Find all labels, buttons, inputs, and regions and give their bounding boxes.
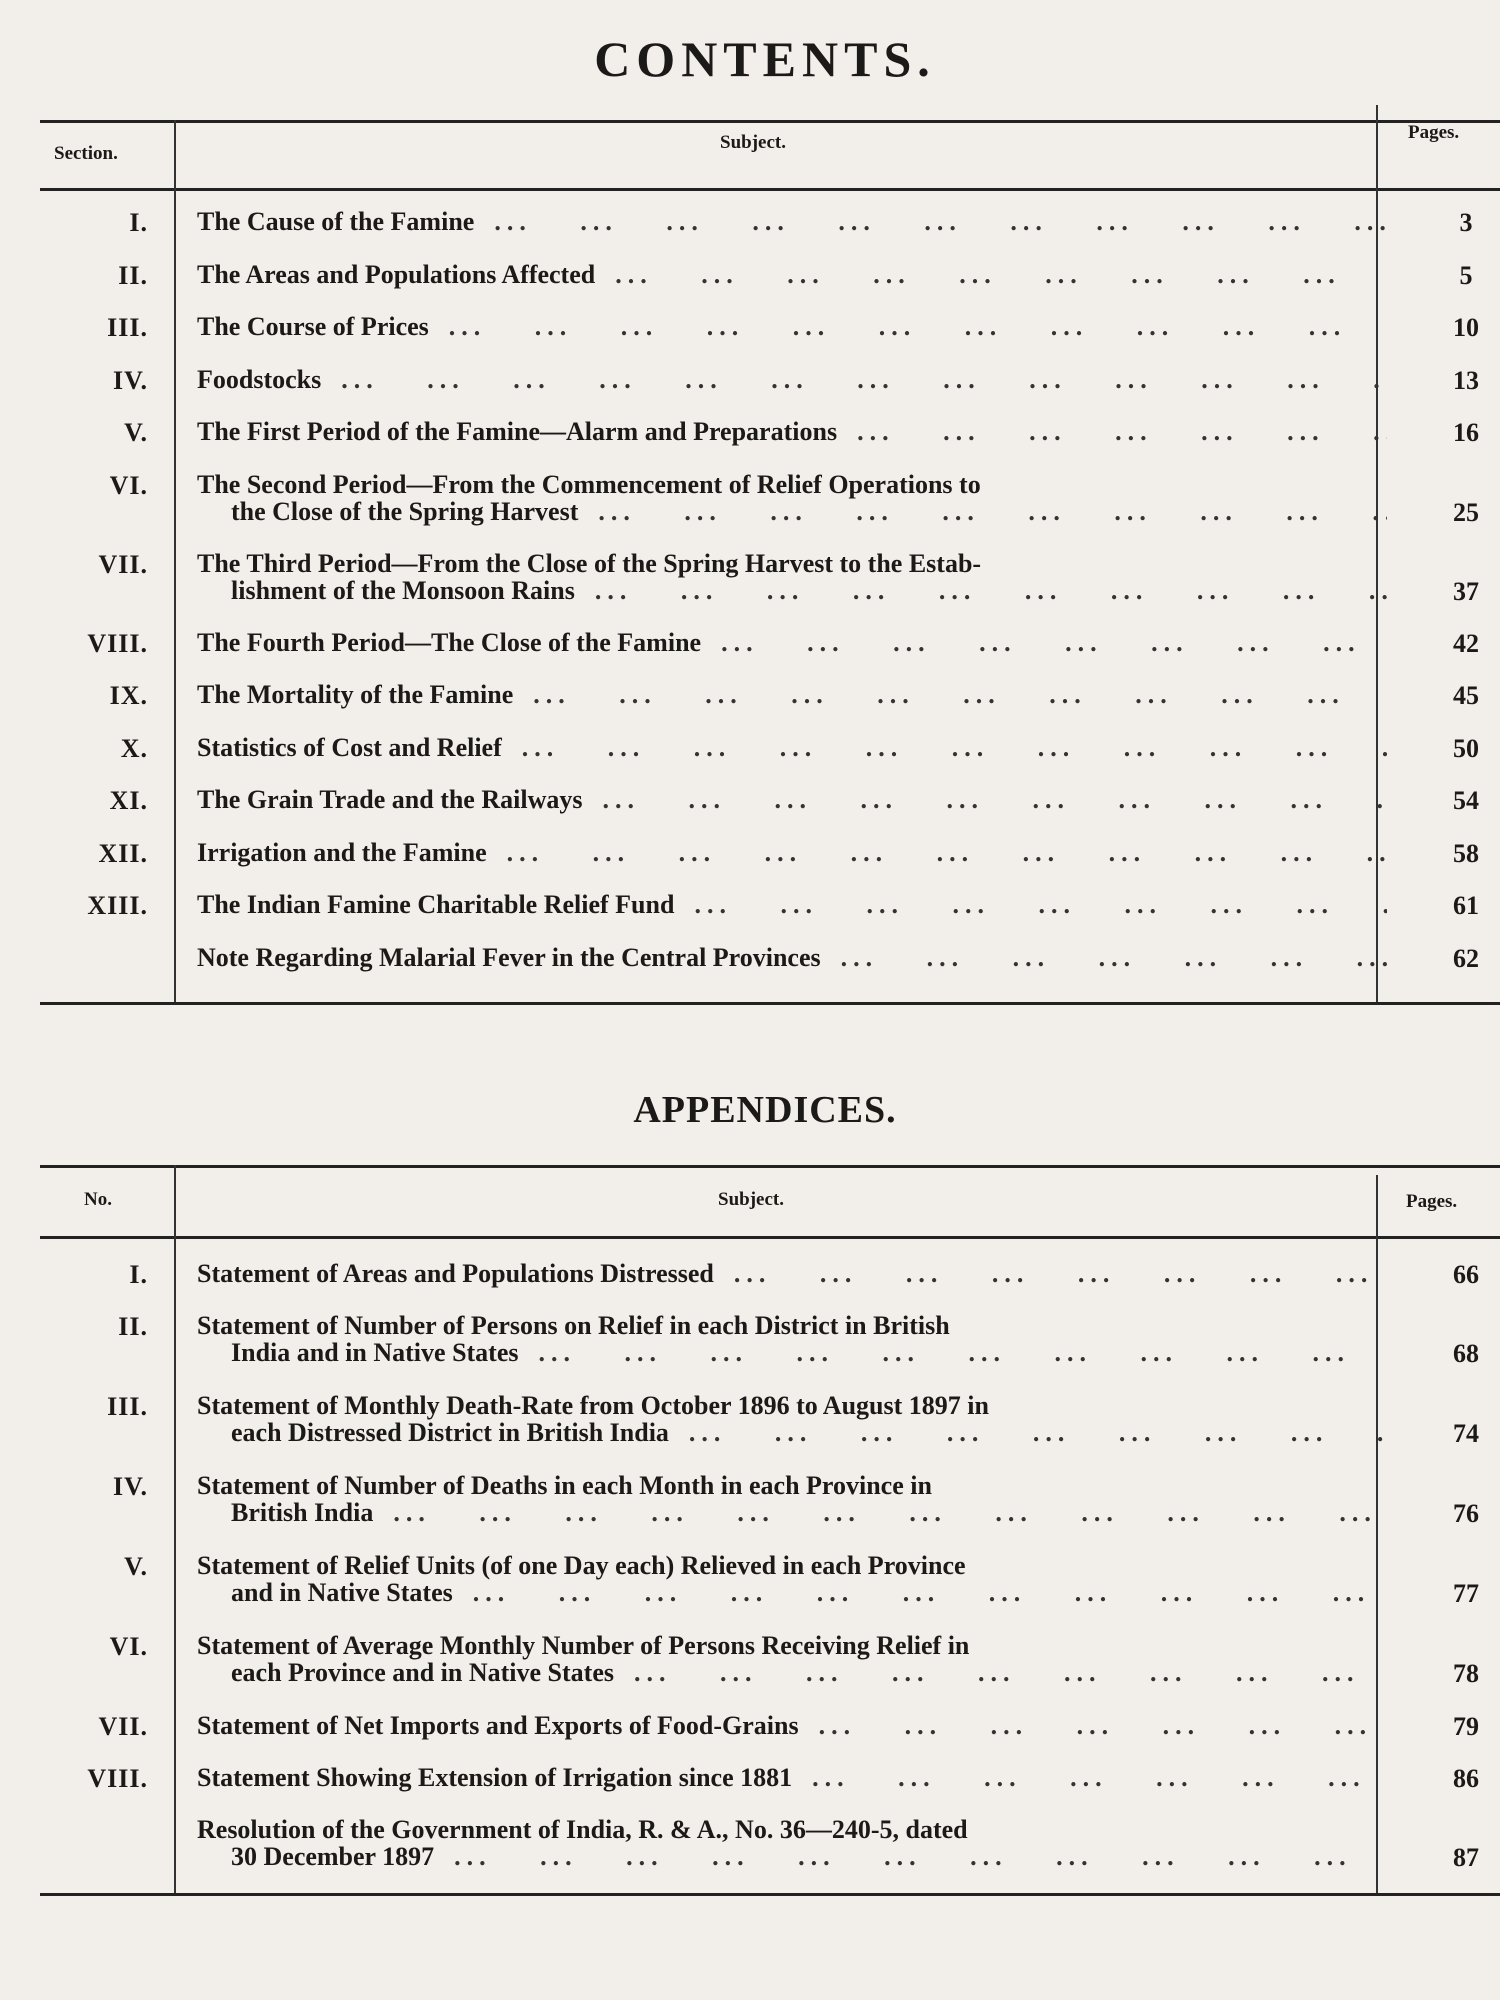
contents-row-subject-text: The First Period of the Famine—Alarm and Preparations — [197, 417, 838, 446]
contents-row-subject-text: the Close of the Spring Harvest — [231, 496, 579, 526]
contents-row-subject-text: The Indian Famine Charitable Relief Fund — [197, 890, 675, 919]
contents-row-number: III. — [107, 313, 148, 342]
appendix-row-number: VI. — [109, 1632, 148, 1661]
appendix-row-subject-line — [197, 1339, 1387, 1366]
contents-row-page: 5 — [1459, 260, 1473, 290]
appendix-row-subject-line — [197, 1579, 1387, 1606]
contents-bottom-rule — [40, 1002, 1500, 1005]
appendix-row-subject-text: and in Native States — [231, 1578, 453, 1607]
appendix-row-subject-text: India and in Native States — [231, 1338, 519, 1367]
contents-row-page: 37 — [1453, 576, 1479, 606]
appendix-row-subject-line: Statement of Number of Deaths in each Month in each Province in — [197, 1471, 932, 1500]
appendix-row-subject-line — [197, 1260, 1387, 1287]
contents-row-subject-line — [197, 261, 1387, 288]
contents-row-subject-line — [197, 498, 1387, 525]
appendix-row-leader-dots — [614, 1659, 1387, 1686]
appendix-row-subject-text: each Province and in Native States — [231, 1658, 614, 1687]
contents-row-leader-dots — [575, 577, 1387, 604]
appendix-row-subject-line: Statement of Number of Persons on Relief in each District in British — [197, 1311, 950, 1340]
contents-row-leader-dots — [582, 786, 1387, 813]
appendix-row-subject-text: each Distressed District in British India — [231, 1418, 669, 1447]
contents-row-page: 45 — [1453, 681, 1479, 710]
appendix-row-number: II. — [118, 1312, 148, 1341]
contents-row-subject-text: The Fourth Period—The Close of the Famine — [197, 627, 702, 657]
contents-row-subject-line — [197, 681, 1387, 708]
appendix-row-subject-text: Statement of Areas and Populations Distressed — [197, 1259, 714, 1288]
appendix-row-leader-dots — [792, 1764, 1387, 1791]
contents-row-subject — [197, 261, 1387, 288]
appendix-row-subject — [197, 1312, 1387, 1366]
contents-row-subject-line — [197, 944, 1387, 971]
contents-row-number: I. — [129, 208, 148, 237]
appendices-top-rule — [40, 1165, 1500, 1168]
contents-row-number: XI. — [109, 786, 148, 815]
contents-row-subject-line — [197, 418, 1387, 445]
contents-row-subject — [197, 366, 1387, 393]
contents-row-subject-line — [197, 313, 1387, 340]
appendix-row-subject-line: Statement of Relief Units (of one Day each) Relieved in each Province — [197, 1551, 966, 1580]
appendix-row-subject — [197, 1552, 1387, 1606]
contents-row-number: VI. — [109, 470, 148, 500]
contents-row-subject-line — [197, 839, 1387, 866]
contents-row-subject-line: The Third Period—From the Close of the Spring Harvest to the Estab- — [197, 548, 982, 578]
contents-title: CONTENTS. — [594, 31, 936, 87]
contents-row-leader-dots — [513, 681, 1387, 708]
contents-row-number: XII. — [98, 838, 148, 868]
appendices-bottom-rule — [40, 1893, 1500, 1896]
appendix-row-subject-line — [197, 1764, 1387, 1791]
appendix-row-number: IV. — [112, 1472, 148, 1501]
contents-header-pages: Pages. — [1408, 122, 1460, 143]
contents-table — [40, 100, 1500, 1005]
contents-row-subject-line — [197, 734, 1387, 761]
contents-row-subject — [197, 471, 1387, 525]
contents-row-number: IX. — [109, 681, 148, 710]
contents-row-leader-dots — [837, 418, 1387, 445]
contents-row-leader-dots — [487, 839, 1387, 866]
appendix-row-subject-line — [197, 1843, 1387, 1870]
contents-row-number: II. — [118, 260, 148, 290]
contents-row-subject-text: The Areas and Populations Affected — [197, 259, 596, 289]
contents-row-number: VIII. — [87, 628, 148, 658]
contents-row-subject — [197, 786, 1387, 813]
appendix-row-page: 87 — [1453, 1843, 1479, 1872]
contents-row-leader-dots — [701, 629, 1387, 656]
contents-row-page: 61 — [1453, 891, 1479, 920]
contents-header-subject: Subject. — [720, 132, 786, 153]
contents-row-leader-dots — [578, 498, 1387, 525]
appendix-row-subject-line — [197, 1419, 1387, 1446]
contents-row-page: 13 — [1453, 365, 1479, 395]
appendix-row-subject — [197, 1764, 1387, 1791]
appendix-row-page: 79 — [1453, 1712, 1479, 1741]
contents-row-number: V. — [124, 418, 148, 447]
contents-row-page: 50 — [1453, 733, 1479, 763]
appendix-row-page: 74 — [1453, 1419, 1479, 1448]
contents-row-page: 25 — [1453, 497, 1479, 527]
appendices-table — [40, 1165, 1500, 1900]
appendix-row-subject-line: Resolution of the Government of India, R. & A., No. 36—240-5, dated — [197, 1815, 968, 1844]
contents-row-subject — [197, 313, 1387, 340]
contents-row-page: 3 — [1459, 208, 1473, 237]
appendix-row-leader-dots — [434, 1843, 1387, 1870]
appendix-row-number: VIII. — [87, 1764, 148, 1793]
appendix-row-leader-dots — [714, 1260, 1387, 1287]
contents-row-subject-text: Foodstocks — [197, 364, 322, 394]
appendix-row-subject-text: Statement Showing Extension of Irrigation since 1881 — [197, 1763, 793, 1792]
contents-row-page: 54 — [1453, 786, 1479, 815]
appendix-row-number: VII. — [98, 1712, 148, 1741]
contents-row-page: 62 — [1453, 943, 1479, 973]
contents-row-subject-text: The Course of Prices — [197, 312, 429, 341]
contents-row-subject-line — [197, 208, 1387, 235]
appendix-row-page: 76 — [1453, 1499, 1479, 1528]
contents-row-number: X. — [120, 733, 148, 763]
appendices-header-pages: Pages. — [1406, 1191, 1458, 1212]
appendix-row-leader-dots — [519, 1339, 1388, 1366]
contents-row-subject-text: lishment of the Monsoon Rains — [231, 575, 575, 605]
appendix-row-subject — [197, 1392, 1387, 1446]
appendix-row-page: 77 — [1453, 1579, 1479, 1608]
appendix-row-subject — [197, 1260, 1387, 1287]
contents-row-subject — [197, 208, 1387, 235]
appendix-row-number: III. — [107, 1392, 148, 1421]
appendix-row-subject-line — [197, 1712, 1387, 1739]
contents-row-subject-text: Statistics of Cost and Relief — [197, 732, 502, 762]
appendices-header-no: No. — [84, 1189, 112, 1210]
contents-row-page: 58 — [1453, 838, 1479, 868]
contents-row-subject — [197, 681, 1387, 708]
appendices-title: APPENDICES. — [633, 1089, 897, 1131]
appendix-row-leader-dots — [453, 1579, 1387, 1606]
contents-row-page: 10 — [1453, 313, 1479, 342]
contents-row-subject-line — [197, 366, 1387, 393]
appendix-row-subject-text: 30 December 1897 — [231, 1842, 435, 1871]
appendix-row-subject-line: Statement of Average Monthly Number of Persons Receiving Relief in — [197, 1631, 970, 1660]
appendix-row-subject — [197, 1816, 1387, 1870]
contents-row-leader-dots — [502, 734, 1387, 761]
contents-row-subject-line: The Second Period—From the Commencement of Relief Operations to — [197, 469, 981, 499]
appendix-row-subject-text: British India — [231, 1498, 374, 1527]
contents-row-subject-line — [197, 577, 1387, 604]
contents-row-leader-dots — [321, 366, 1387, 393]
contents-row-number: VII. — [98, 549, 148, 579]
contents-row-subject — [197, 839, 1387, 866]
contents-header-section: Section. — [54, 143, 118, 164]
contents-row-leader-dots — [429, 313, 1387, 340]
appendix-row-number: V. — [124, 1552, 148, 1581]
appendix-row-subject-line: Statement of Monthly Death-Rate from October 1896 to August 1897 in — [197, 1391, 989, 1420]
contents-row-subject-text: Note Regarding Malarial Fever in the Central Provinces — [197, 942, 821, 972]
appendix-row-subject-line — [197, 1499, 1387, 1526]
contents-row-subject-text: The Cause of the Famine — [197, 207, 475, 236]
appendix-row-subject — [197, 1472, 1387, 1526]
contents-row-subject-text: The Mortality of the Famine — [197, 680, 514, 709]
contents-row-leader-dots — [674, 891, 1387, 918]
contents-row-subject-line — [197, 629, 1387, 656]
appendix-row-number: I. — [129, 1260, 148, 1289]
contents-row-leader-dots — [474, 208, 1387, 235]
contents-header-rule — [40, 188, 1500, 191]
contents-row-subject — [197, 418, 1387, 445]
appendix-row-subject — [197, 1632, 1387, 1686]
appendix-row-page: 68 — [1453, 1339, 1479, 1368]
appendices-header-subject: Subject. — [718, 1189, 784, 1210]
appendix-row-leader-dots — [373, 1499, 1387, 1526]
contents-row-page: 16 — [1453, 418, 1479, 447]
contents-row-subject — [197, 734, 1387, 761]
contents-row-subject-line — [197, 891, 1387, 918]
contents-row-subject — [197, 944, 1387, 971]
appendix-row-page: 86 — [1453, 1764, 1479, 1793]
contents-row-subject-line — [197, 786, 1387, 813]
appendices-col-divider-1 — [174, 1165, 176, 1893]
appendix-row-page: 78 — [1453, 1659, 1479, 1688]
contents-row-leader-dots — [595, 261, 1387, 288]
contents-row-subject-text: Irrigation and the Famine — [197, 837, 487, 867]
appendix-row-page: 66 — [1453, 1260, 1479, 1289]
appendices-header-rule — [40, 1236, 1500, 1239]
appendix-row-subject — [197, 1712, 1387, 1739]
appendix-row-leader-dots — [669, 1419, 1387, 1446]
contents-row-subject — [197, 550, 1387, 604]
appendix-row-subject-text: Statement of Net Imports and Exports of Food-Grains — [197, 1711, 799, 1740]
appendix-row-leader-dots — [799, 1712, 1387, 1739]
contents-row-page: 42 — [1453, 628, 1479, 658]
contents-row-number: IV. — [112, 365, 148, 395]
contents-row-number: XIII. — [87, 891, 148, 920]
contents-row-leader-dots — [821, 944, 1387, 971]
contents-col-divider-1 — [174, 120, 176, 1002]
contents-row-subject — [197, 629, 1387, 656]
contents-top-rule — [40, 120, 1500, 123]
appendix-row-subject-line — [197, 1659, 1387, 1686]
contents-row-subject-text: The Grain Trade and the Railways — [197, 785, 583, 814]
contents-row-subject — [197, 891, 1387, 918]
